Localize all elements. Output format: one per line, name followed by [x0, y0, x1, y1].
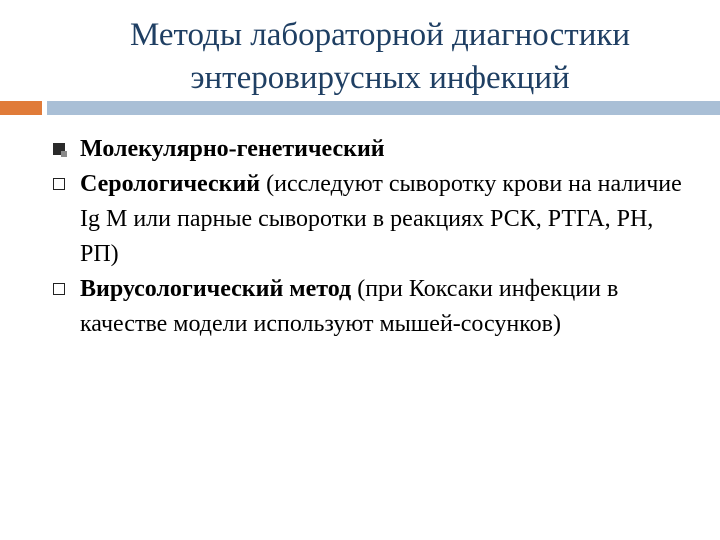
slide-title	[60, 14, 700, 100]
item-text: (при Коксаки инфекции в качестве модели используют мышей-сосунков)	[80, 276, 619, 337]
slide-title-line-1: Методы лабораторной диагностики	[129, 17, 631, 53]
slide-title-line-2: энтеровирусных инфекций	[190, 60, 570, 96]
item-heading: Молекулярно-генетический	[80, 136, 385, 162]
title-divider-bar	[47, 101, 720, 115]
filled-square-bullet-icon	[53, 143, 65, 155]
square-bullet-icon	[53, 283, 65, 295]
list-item	[50, 272, 695, 342]
item-heading: Вирусологический метод	[80, 276, 352, 302]
list-item	[50, 132, 695, 167]
item-text: (исследуют сыворотку крови на наличие Ig M или парные сыворотки в реакциях РСК, РТГА, РН, РП)	[80, 171, 682, 267]
list-item	[50, 167, 695, 272]
title-accent-bar	[0, 101, 42, 115]
square-bullet-icon	[53, 178, 65, 190]
bullet-list	[50, 132, 695, 342]
item-heading: Серологический	[80, 171, 261, 197]
